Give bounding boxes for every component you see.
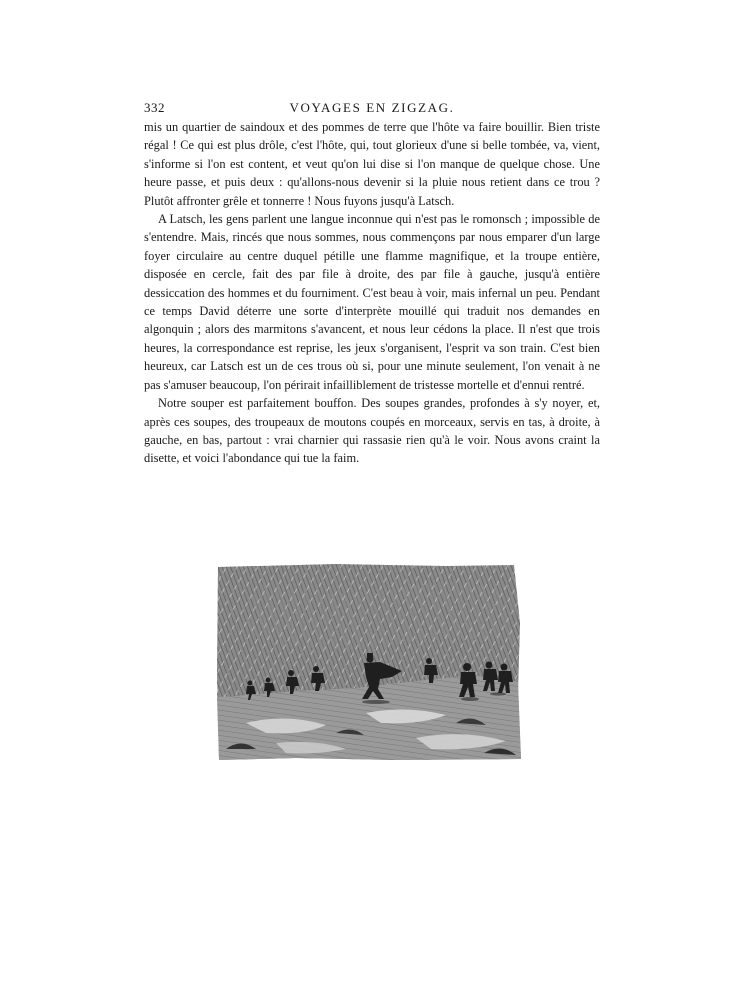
paragraph-1: mis un quartier de saindoux et des pommes de terre que l'hôte va faire bouillir. Bien triste régal ! Ce qui est plus drôle, c'est l'hôte, qui, tout glorieux d'une si belle tombée, va, vient, s'informe si l'on est content, et veut qu'on lui dise si l'on manque de quelque chose. Une heure passe, et puis deux : qu'allons-nous devenir si la pluie nous retient dans ce trou ? Plutôt affronter grêle et tonnerre ! Nous fuyons jusqu'à Latsch. <box>144 120 600 208</box>
paragraph-2: A Latsch, les gens parlent une langue inconnue qui n'est pas le romonsch ; impossible de s'entendre. Mais, rincés que nous sommes, nous commençons par nous emparer d'un large foyer circulaire au centre duquel pétille une flamme magnifique, et la troupe entière, disposée en cercle, fait des par file à droite, des par file à gauche, jusqu'à entière dessiccation des hommes et du fourniment. C'est beau à voir, mais infernal un peu. Pendant ce temps David déterre une sorte d'interprète mouillé qui traduit nos demandes en algonquin ; alors des marmitons s'avancent, et nous leur cédons la place. Il n'est que trois heures, la correspondance est reprise, les jeux s'organisent, l'esprit va son train. C'est bien heureux, car Latsch est un de ces trous où si, pour une minute seulement, l'on venait à ne pas s'amuser beaucoup, l'on périrait infailliblement de tristesse mortelle et d'ennui rentré. <box>144 212 600 392</box>
page-number: 332 <box>144 100 165 115</box>
page-header <box>144 100 600 120</box>
engraving-travelers-in-storm-icon <box>216 563 522 761</box>
body-text <box>144 118 600 468</box>
running-title: VOYAGES EN ZIGZAG. <box>289 100 455 115</box>
engraving-svg <box>216 563 522 761</box>
paragraph-3: Notre souper est parfaitement bouffon. Des soupes grandes, profondes à s'y noyer, et, après ces soupes, des troupeaux de moutons coupés en morceaux, servis en tas, à droite, à gauche, en bas, partout : vrai charnier qui rassasie rien qu'à le voir. Nous avons craint la disette, et voici l'abondance qui tue la faim. <box>144 396 600 466</box>
